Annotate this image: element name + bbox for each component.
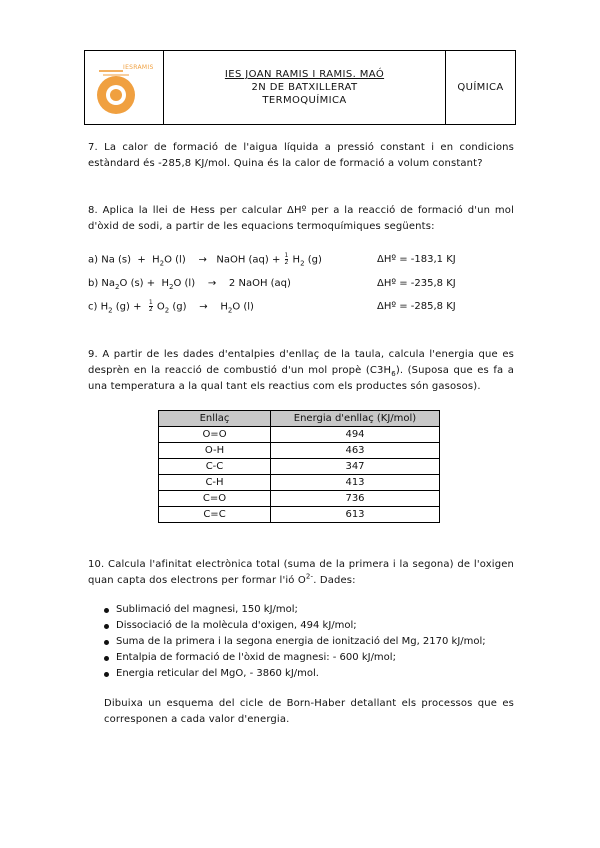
- reaction-b-enthalpy: ΔHº = -235,8 KJ: [377, 278, 456, 289]
- table-cell-energy: 736: [271, 491, 440, 507]
- table-cell-energy: 613: [271, 507, 440, 523]
- question-7: 7. La calor de formació de l'aigua líquida a pressió constant i en condicions estàndard és -285,8 KJ/mol. Quina és la calor de formació a volum constant?: [88, 142, 514, 169]
- table-cell-bond: O=O: [159, 427, 271, 443]
- subject-name: QUÍMICA: [457, 82, 504, 93]
- table-cell-bond: C=C: [159, 507, 271, 523]
- bullet-icon: [104, 624, 109, 629]
- table-row: [159, 459, 440, 475]
- question-10-part-b: . Dades:: [313, 575, 356, 586]
- question-10-closing: Dibuixa un esquema del cicle de Born-Haber detallant els processos que es corresponen a cada valor d'energia.: [104, 698, 514, 725]
- table-header-row: [159, 411, 440, 427]
- course-name: 2N DE BATXILLERAT: [251, 82, 358, 93]
- table-cell-bond: C-H: [159, 475, 271, 491]
- school-logo-icon: [85, 51, 164, 124]
- data-list: [88, 602, 514, 682]
- table-row: [159, 507, 440, 523]
- list-item: Dissociació de la molècula d'oxigen, 494 kJ/mol;: [88, 618, 514, 634]
- header-box: [84, 50, 516, 125]
- question-10-part-a: 10. Calcula l'afinitat electrònica total (suma de la primera i la segona) de l'oxigen quan capta dos electrons per formar l'ió O: [88, 559, 514, 586]
- logo-text: IESRAMIS: [123, 64, 154, 71]
- table-cell-bond: O-H: [159, 443, 271, 459]
- question-8: 8. Aplica la llei de Hess per calcular ΔHº per a la reacció de formació d'un mol d'òxid de sodi, a partir de les equacions termoquímiques següents:: [88, 205, 514, 232]
- table-header-bond: Enllaç: [159, 411, 271, 427]
- table-cell-energy: 494: [271, 427, 440, 443]
- table-row: [159, 443, 440, 459]
- header-center: [164, 51, 446, 124]
- list-item: Suma de la primera i la segona energia de ionització del Mg, 2170 kJ/mol;: [88, 634, 514, 650]
- reaction-a-enthalpy: ΔHº = -183,1 KJ: [377, 254, 456, 265]
- question-9-part-b: ). (Suposa que es fa a una temperatura a la qual tant els reactius com els productes són gasosos).: [88, 365, 514, 392]
- question-9: 9. A partir de les dades d'entalpies d'enllaç de la taula, calcula l'energia que es desprèn en la reacció de combustió d'un mol propè $(C3H_6)$. (Suposa que es fa a una temperatura a la qual tant els reactius com els productes són gasosos).: [88, 349, 514, 392]
- table-cell-energy: 463: [271, 443, 440, 459]
- school-name: IES JOAN RAMIS I RAMIS. MAÓ: [224, 69, 385, 80]
- reaction-b: b) $Na_2O$ $(s) + H_2O$ (l) → 2 NaOH (aq): [88, 278, 291, 291]
- list-item: Sublimació del magnesi, 150 kJ/mol;: [88, 602, 514, 618]
- question-10: 10. Calcula l'afinitat electrònica total (suma de la primera i la segona) de l'oxigen quan capta dos electrons per formar l'ió $O^{2-}$. Dades:: [88, 559, 514, 586]
- table-row: [159, 491, 440, 507]
- table-cell-bond: C=O: [159, 491, 271, 507]
- topic-name: TERMOQUÍMICA: [262, 95, 347, 106]
- table-cell-energy: 413: [271, 475, 440, 491]
- reaction-a: a) Na $(s) + H_2O$ (l) → NaOH (aq) + $\frac{1}{2}$ $H_2$ (g): [88, 252, 322, 268]
- question-9-part-a: 9. A partir de les dades d'entalpies d'enllaç de la taula, calcula l'energia que es desprèn en la reacció de combustió d'un mol propè (C: [88, 349, 514, 376]
- subject-cell: [446, 51, 515, 124]
- table-row: [159, 475, 440, 491]
- school-logo: [85, 51, 164, 124]
- bullet-icon: [104, 656, 109, 661]
- reaction-c-enthalpy: ΔHº = -285,8 KJ: [377, 301, 456, 312]
- table-cell-bond: C-C: [159, 459, 271, 475]
- table-cell-energy: 347: [271, 459, 440, 475]
- bullet-icon: [104, 608, 109, 613]
- reaction-c: c) $H_2$ (g) + $\frac{1}{2}$ $O_2$ (g) → $H_2O$ (l): [88, 299, 254, 315]
- bullet-icon: [104, 640, 109, 645]
- table-row: [159, 427, 440, 443]
- table-header-energy: Energia d'enllaç (KJ/mol): [271, 411, 440, 427]
- bullet-icon: [104, 672, 109, 677]
- list-item: Energia reticular del MgO, - 3860 kJ/mol.: [88, 666, 514, 682]
- list-item: Entalpia de formació de l'òxid de magnesi: - 600 kJ/mol;: [88, 650, 514, 666]
- bond-energy-table: [158, 410, 440, 523]
